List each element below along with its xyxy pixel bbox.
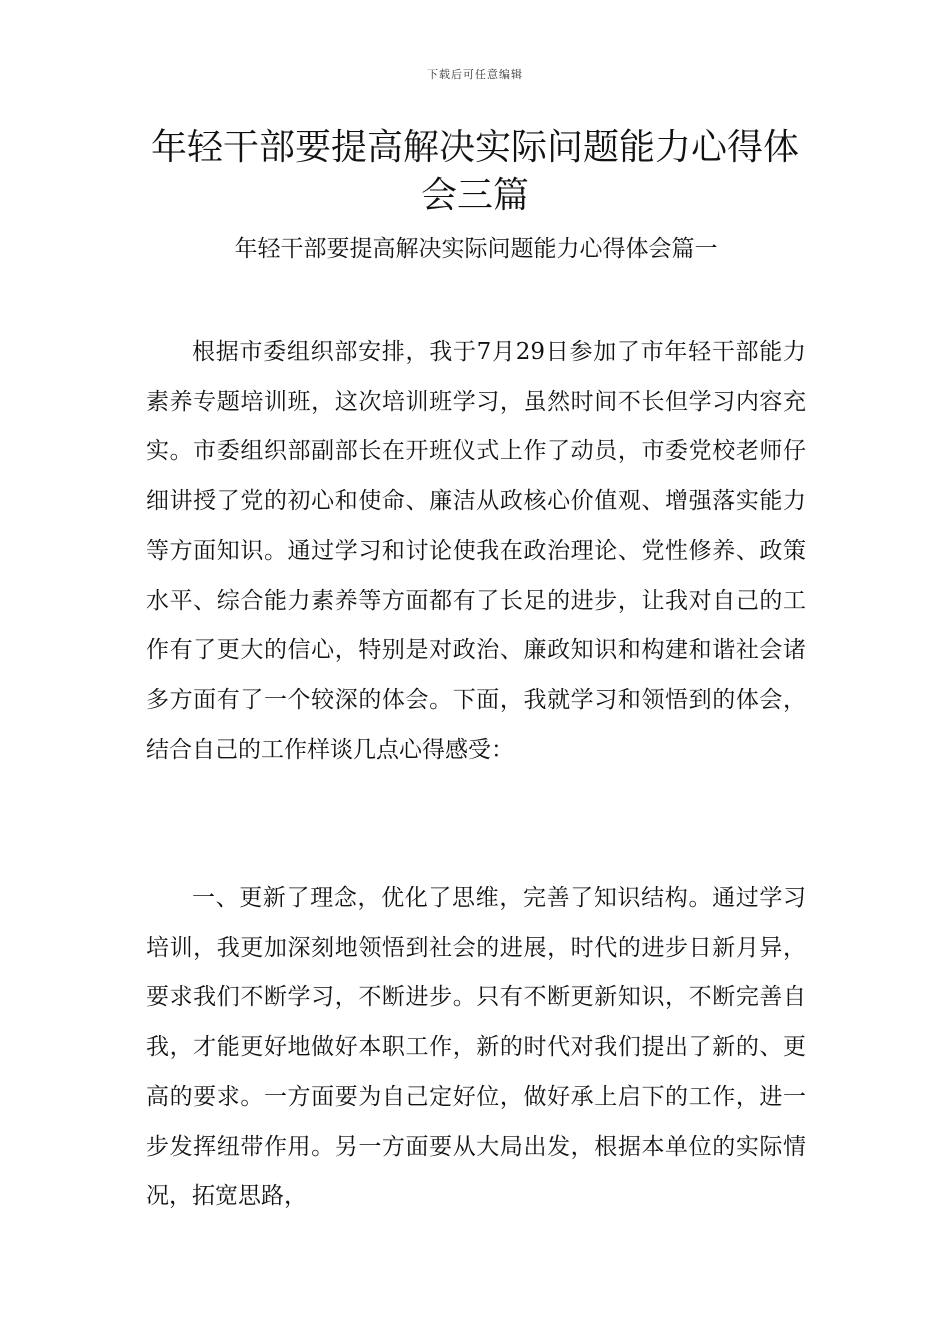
header-note: 下载后可任意编辑 bbox=[427, 68, 523, 81]
body-paragraph-2: 一、更新了理念，优化了思维，完善了知识结构。通过学习培训，我更加深刻地领悟到社会的进展，时代的进步日新月异，要求我们不断学习，不断进步。只有不断更新知识，不断完善自我，才能更好地做好本职工作，新的时代对我们提出了新的、更高的要求。一方面要为自己定好位，做好承上启下的工作，进一步发挥纽带作用。另一方面要从大局出发，根据本单位的实际情况，拓宽思路， bbox=[146, 885, 806, 1210]
document-subtitle: 年轻干部要提高解决实际问题能力心得体会篇一 bbox=[234, 236, 718, 262]
body-paragraph-1: 根据市委组织部安排，我于7月29日参加了市年轻干部能力素养专题培训班，这次培训班学习，虽然时间不长但学习内容充实。市委组织部副部长在开班仪式上作了动员，市委党校老师仔细讲授了党的初心和使命、廉洁从政核心价值观、增强落实能力等方面知识。通过学习和讨论使我在政治理论、党性修养、政策水平、综合能力素养等方面都有了长足的进步，让我对自己的工作有了更大的信心，特别是对政治、廉政知识和构建和谐社会诸多方面有了一个较深的体会。下面，我就学习和领悟到的体会，结合自己的工作样谈几点心得感受： bbox=[146, 339, 806, 763]
document-title: 年轻干部要提高解决实际问题能力心得体会三篇 bbox=[150, 127, 799, 216]
